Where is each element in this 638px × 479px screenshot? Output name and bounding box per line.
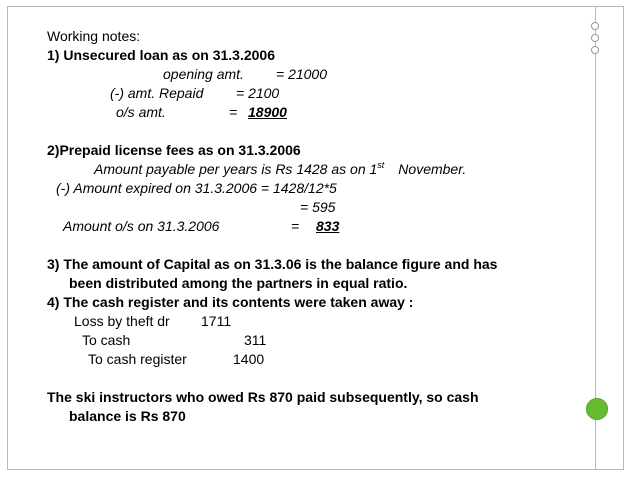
note4-register-label: To cash register (88, 351, 187, 367)
note2-payable-sup: st (377, 160, 385, 170)
note4-title: 4) The cash register and its contents were taken away : (47, 294, 414, 310)
note2-expired-value: = 595 (300, 199, 336, 215)
note1-repaid-value: = 2100 (236, 85, 280, 101)
note4-loss-value: 1711 (201, 313, 232, 329)
note1-opening-value: = 21000 (276, 66, 327, 82)
note2-title: 2)Prepaid license fees as on 31.3.2006 (47, 142, 301, 158)
ring-decoration-icon (591, 34, 599, 42)
note2-payable-month: November. (398, 161, 467, 177)
final-note-line1: The ski instructors who owed Rs 870 paid subsequently, so cash (47, 389, 479, 405)
note4-loss-label: Loss by theft dr (74, 313, 170, 329)
heading-working-notes: Working notes: (47, 28, 141, 44)
note4-cash-label: To cash (82, 332, 131, 348)
note1-os-eq: = (229, 104, 238, 120)
note2-expired-line: (-) Amount expired on 31.3.2006 = 1428/12*5 (56, 180, 337, 196)
note2-payable-text: Amount payable per years is Rs 1428 as on 1 (94, 161, 378, 177)
note4-cash-value: 311 (244, 332, 267, 348)
note3-line1: 3) The amount of Capital as on 31.3.06 is the balance figure and has (47, 256, 498, 272)
note3-line2: been distributed among the partners in equal ratio. (69, 275, 408, 291)
note2-os-value: 833 (316, 218, 340, 234)
ring-decoration-icon (591, 22, 599, 30)
ring-decoration-icon (591, 46, 599, 54)
note1-opening-label: opening amt. (163, 66, 244, 82)
note1-title: 1) Unsecured loan as on 31.3.2006 (47, 47, 275, 63)
note1-repaid-label: (-) amt. Repaid (110, 85, 204, 101)
note1-os-label: o/s amt. (116, 104, 166, 120)
note2-payable-line (94, 161, 466, 177)
final-note-line2: balance is Rs 870 (69, 408, 186, 424)
note2-os-label: Amount o/s on 31.3.2006 (63, 218, 220, 234)
green-dot-decoration (586, 398, 608, 420)
note2-os-eq: = (291, 218, 300, 234)
note4-register-value: 1400 (233, 351, 265, 367)
note1-os-value: 18900 (248, 104, 287, 120)
